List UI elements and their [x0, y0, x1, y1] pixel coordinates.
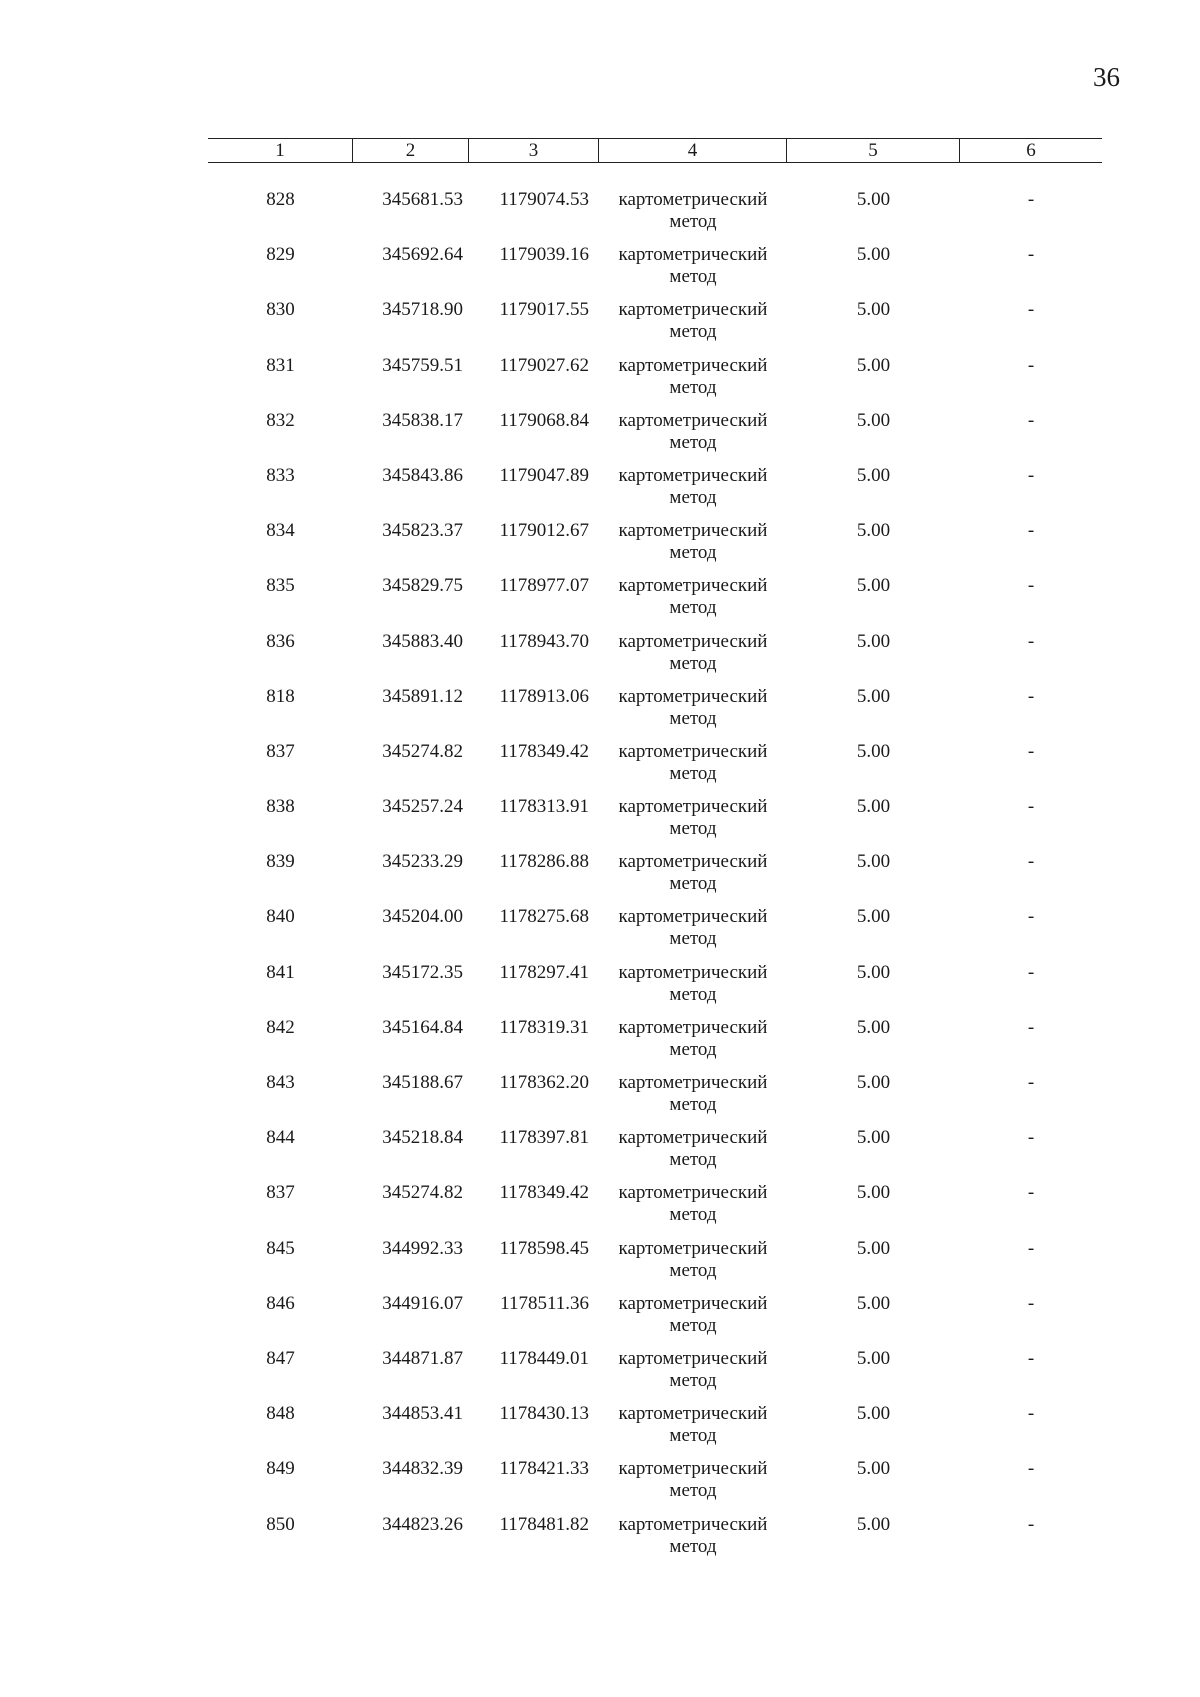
point-id-cell: 841	[266, 961, 295, 983]
note-cell: -	[1027, 1237, 1035, 1259]
point-id-cell: 831	[266, 354, 295, 376]
y-coordinate-cell: 1179027.62	[499, 354, 589, 376]
note-cell: -	[1027, 464, 1035, 486]
method-line-1: картометрический	[618, 1292, 768, 1314]
method-line-2: метод	[669, 652, 717, 674]
method-line-2: метод	[669, 762, 717, 784]
table-row	[208, 1514, 1102, 1569]
y-coordinate-cell: 1178449.01	[499, 1347, 589, 1369]
y-coordinate-cell: 1178913.06	[499, 685, 589, 707]
point-id-cell: 836	[266, 630, 295, 652]
accuracy-cell: 5.00	[856, 299, 891, 321]
method-cell	[599, 906, 787, 961]
point-id-cell: 846	[266, 1292, 295, 1314]
y-coordinate-cell: 1178286.88	[499, 851, 589, 873]
note-cell: -	[1027, 1458, 1035, 1480]
note-cell: -	[1027, 1347, 1035, 1369]
table-row	[208, 520, 1102, 575]
page-number: 36	[1093, 62, 1120, 92]
method-cell	[599, 1127, 787, 1182]
point-id-cell: 844	[266, 1127, 295, 1149]
x-coordinate-cell: 345692.64	[382, 244, 463, 266]
y-coordinate-cell: 1178421.33	[499, 1458, 589, 1480]
x-coordinate-cell: 345718.90	[382, 299, 463, 321]
method-line-1: картометрический	[618, 1347, 768, 1369]
table-row	[208, 1458, 1102, 1513]
y-coordinate-cell: 1178511.36	[500, 1292, 589, 1314]
y-coordinate-cell: 1178430.13	[499, 1403, 589, 1425]
method-cell	[599, 1072, 787, 1127]
table-row	[208, 906, 1102, 961]
x-coordinate-cell: 345164.84	[382, 1016, 463, 1038]
point-id-cell: 838	[266, 796, 295, 818]
table-row	[208, 851, 1102, 906]
point-id-cell: 833	[266, 464, 295, 486]
x-coordinate-cell: 345838.17	[382, 409, 463, 431]
accuracy-cell: 5.00	[856, 740, 891, 762]
method-line-2: метод	[669, 1204, 717, 1226]
note-cell: -	[1027, 1072, 1035, 1093]
method-line-1: картометрический	[618, 796, 768, 818]
y-coordinate-cell: 1178943.70	[499, 630, 589, 652]
x-coordinate-cell: 345257.24	[382, 796, 463, 818]
accuracy-cell: 5.00	[856, 1513, 891, 1535]
x-coordinate-cell: 345891.12	[382, 685, 463, 707]
method-cell	[599, 244, 787, 299]
point-id-cell: 835	[266, 575, 295, 597]
method-cell	[599, 465, 787, 520]
note-cell: -	[1027, 354, 1035, 376]
table-row	[208, 1182, 1102, 1237]
method-line-1: картометрический	[618, 851, 768, 873]
table-row	[208, 244, 1102, 299]
note-cell: -	[1027, 740, 1035, 762]
table-row	[208, 1072, 1102, 1127]
accuracy-cell: 5.00	[856, 851, 891, 873]
note-cell: -	[1027, 685, 1035, 707]
x-coordinate-cell: 344832.39	[382, 1458, 463, 1480]
method-line-1: картометрический	[618, 961, 768, 983]
note-cell: -	[1027, 630, 1035, 652]
accuracy-cell: 5.00	[856, 354, 891, 376]
method-line-2: метод	[669, 211, 717, 232]
y-coordinate-cell: 1179074.53	[499, 189, 589, 210]
column-header-5: 5	[787, 139, 960, 162]
method-line-2: метод	[669, 1425, 717, 1447]
method-cell	[599, 520, 787, 575]
y-coordinate-cell: 1179017.55	[499, 299, 589, 321]
x-coordinate-cell: 344871.87	[382, 1347, 463, 1369]
accuracy-cell: 5.00	[856, 464, 891, 486]
method-line-2: метод	[669, 266, 717, 288]
note-cell: -	[1027, 1513, 1035, 1535]
x-coordinate-cell: 345759.51	[382, 354, 463, 376]
note-cell: -	[1027, 1292, 1035, 1314]
table-body	[208, 189, 1102, 1569]
table-row	[208, 575, 1102, 630]
x-coordinate-cell: 345274.82	[382, 1182, 463, 1204]
method-line-1: картометрический	[618, 1182, 768, 1204]
method-line-2: метод	[669, 1314, 717, 1336]
y-coordinate-cell: 1178313.91	[499, 796, 589, 818]
table-row	[208, 1127, 1102, 1182]
method-line-1: картометрический	[618, 354, 768, 376]
method-line-2: метод	[669, 376, 717, 398]
accuracy-cell: 5.00	[856, 1072, 891, 1093]
point-id-cell: 849	[266, 1458, 295, 1480]
x-coordinate-cell: 345172.35	[382, 961, 463, 983]
y-coordinate-cell: 1178481.82	[499, 1513, 589, 1535]
table-row	[208, 796, 1102, 851]
method-line-1: картометрический	[618, 1072, 768, 1093]
x-coordinate-cell: 344992.33	[382, 1237, 463, 1259]
point-id-cell: 842	[266, 1016, 295, 1038]
point-id-cell: 837	[266, 740, 295, 762]
method-line-1: картометрический	[618, 520, 768, 542]
method-cell	[599, 962, 787, 1017]
note-cell: -	[1027, 851, 1035, 873]
note-cell: -	[1027, 1403, 1035, 1425]
point-id-cell: 829	[266, 244, 295, 266]
method-line-1: картометрический	[618, 1458, 768, 1480]
method-cell	[599, 796, 787, 851]
accuracy-cell: 5.00	[856, 1458, 891, 1480]
table-row	[208, 1348, 1102, 1403]
method-line-2: метод	[669, 1094, 717, 1115]
table-row	[208, 1017, 1102, 1072]
x-coordinate-cell: 345883.40	[382, 630, 463, 652]
point-id-cell: 839	[266, 851, 295, 873]
method-line-2: метод	[669, 321, 717, 343]
x-coordinate-cell: 345204.00	[382, 906, 463, 928]
note-cell: -	[1027, 961, 1035, 983]
method-line-2: метод	[669, 1038, 717, 1060]
table-row	[208, 631, 1102, 686]
x-coordinate-cell: 345274.82	[382, 740, 463, 762]
method-line-2: метод	[669, 1259, 717, 1281]
method-line-2: метод	[669, 1535, 717, 1557]
method-line-1: картометрический	[618, 1127, 768, 1149]
x-coordinate-cell: 345218.84	[382, 1127, 463, 1149]
note-cell: -	[1027, 1016, 1035, 1038]
y-coordinate-cell: 1178297.41	[499, 961, 589, 983]
table-row	[208, 1403, 1102, 1458]
accuracy-cell: 5.00	[856, 520, 891, 542]
x-coordinate-cell: 345843.86	[382, 464, 463, 486]
note-cell: -	[1027, 409, 1035, 431]
accuracy-cell: 5.00	[856, 1347, 891, 1369]
method-cell	[599, 1238, 787, 1293]
x-coordinate-cell: 345829.75	[382, 575, 463, 597]
point-id-cell: 832	[266, 409, 295, 431]
method-line-2: метод	[669, 1149, 717, 1171]
x-coordinate-cell: 345823.37	[382, 520, 463, 542]
method-line-1: картометрический	[618, 685, 768, 707]
y-coordinate-cell: 1179068.84	[499, 409, 589, 431]
method-line-1: картометрический	[618, 906, 768, 928]
note-cell: -	[1027, 189, 1035, 210]
table-row	[208, 1293, 1102, 1348]
method-cell	[599, 1293, 787, 1348]
y-coordinate-cell: 1178319.31	[499, 1016, 589, 1038]
accuracy-cell: 5.00	[856, 796, 891, 818]
method-cell	[599, 1514, 787, 1569]
accuracy-cell: 5.00	[856, 189, 891, 210]
accuracy-cell: 5.00	[856, 575, 891, 597]
note-cell: -	[1027, 1182, 1035, 1204]
point-id-cell: 840	[266, 906, 295, 928]
accuracy-cell: 5.00	[856, 409, 891, 431]
point-id-cell: 834	[266, 520, 295, 542]
table-row	[208, 189, 1102, 244]
point-id-cell: 850	[266, 1513, 295, 1535]
y-coordinate-cell: 1179047.89	[499, 464, 589, 486]
x-coordinate-cell: 344823.26	[382, 1513, 463, 1535]
x-coordinate-cell: 345188.67	[382, 1072, 463, 1093]
method-line-2: метод	[669, 983, 717, 1005]
point-id-cell: 847	[266, 1347, 295, 1369]
method-line-1: картометрический	[618, 189, 768, 210]
point-id-cell: 848	[266, 1403, 295, 1425]
note-cell: -	[1027, 520, 1035, 542]
method-line-2: метод	[669, 486, 717, 508]
method-line-1: картометрический	[618, 1016, 768, 1038]
column-header-2: 2	[353, 139, 469, 162]
method-cell	[599, 1182, 787, 1237]
y-coordinate-cell: 1178977.07	[499, 575, 589, 597]
method-cell	[599, 1017, 787, 1072]
y-coordinate-cell: 1178397.81	[499, 1127, 589, 1149]
accuracy-cell: 5.00	[856, 906, 891, 928]
table-row	[208, 299, 1102, 354]
column-header-1: 1	[208, 139, 353, 162]
point-id-cell: 843	[266, 1072, 295, 1093]
method-cell	[599, 355, 787, 410]
table-row	[208, 355, 1102, 410]
accuracy-cell: 5.00	[856, 630, 891, 652]
accuracy-cell: 5.00	[856, 1016, 891, 1038]
note-cell: -	[1027, 796, 1035, 818]
method-cell	[599, 631, 787, 686]
method-line-2: метод	[669, 707, 717, 729]
point-id-cell: 837	[266, 1182, 295, 1204]
accuracy-cell: 5.00	[856, 1127, 891, 1149]
accuracy-cell: 5.00	[856, 685, 891, 707]
method-line-2: метод	[669, 1480, 717, 1502]
accuracy-cell: 5.00	[856, 244, 891, 266]
x-coordinate-cell: 345681.53	[382, 189, 463, 210]
method-line-2: метод	[669, 873, 717, 895]
y-coordinate-cell: 1178275.68	[499, 906, 589, 928]
table-header	[208, 138, 1102, 163]
method-line-1: картометрический	[618, 1513, 768, 1535]
note-cell: -	[1027, 575, 1035, 597]
column-header-3: 3	[469, 139, 599, 162]
method-line-1: картометрический	[618, 1237, 768, 1259]
note-cell: -	[1027, 906, 1035, 928]
method-cell	[599, 1348, 787, 1403]
method-line-1: картометрический	[618, 575, 768, 597]
note-cell: -	[1027, 1127, 1035, 1149]
y-coordinate-cell: 1178349.42	[499, 1182, 589, 1204]
method-cell	[599, 575, 787, 630]
y-coordinate-cell: 1178349.42	[499, 740, 589, 762]
y-coordinate-cell: 1179012.67	[499, 520, 589, 542]
table-row	[208, 410, 1102, 465]
accuracy-cell: 5.00	[856, 1403, 891, 1425]
table-row	[208, 465, 1102, 520]
method-line-1: картометрический	[618, 740, 768, 762]
method-line-1: картометрический	[618, 299, 768, 321]
method-line-1: картометрический	[618, 630, 768, 652]
note-cell: -	[1027, 299, 1035, 321]
method-line-1: картометрический	[618, 1403, 768, 1425]
method-line-1: картометрический	[618, 464, 768, 486]
y-coordinate-cell: 1178598.45	[499, 1237, 589, 1259]
method-line-2: метод	[669, 818, 717, 840]
method-line-2: метод	[669, 597, 717, 619]
table-row	[208, 1238, 1102, 1293]
point-id-cell: 818	[266, 685, 295, 707]
method-cell	[599, 299, 787, 354]
point-id-cell: 845	[266, 1237, 295, 1259]
method-cell	[599, 686, 787, 741]
note-cell: -	[1027, 244, 1035, 266]
method-line-1: картометрический	[618, 409, 768, 431]
y-coordinate-cell: 1178362.20	[499, 1072, 589, 1093]
method-line-2: метод	[669, 1369, 717, 1391]
point-id-cell: 830	[266, 299, 295, 321]
x-coordinate-cell: 345233.29	[382, 851, 463, 873]
method-cell	[599, 741, 787, 796]
accuracy-cell: 5.00	[856, 1292, 891, 1314]
point-id-cell: 828	[266, 189, 295, 210]
column-header-4: 4	[599, 139, 787, 162]
method-line-2: метод	[669, 431, 717, 453]
accuracy-cell: 5.00	[856, 1182, 891, 1204]
method-line-1: картометрический	[618, 244, 768, 266]
table-row	[208, 962, 1102, 1017]
method-line-2: метод	[669, 542, 717, 564]
y-coordinate-cell: 1179039.16	[499, 244, 589, 266]
accuracy-cell: 5.00	[856, 1237, 891, 1259]
x-coordinate-cell: 344853.41	[382, 1403, 463, 1425]
accuracy-cell: 5.00	[856, 961, 891, 983]
table-row	[208, 741, 1102, 796]
method-cell	[599, 851, 787, 906]
method-line-2: метод	[669, 928, 717, 950]
table-row	[208, 686, 1102, 741]
method-cell	[599, 189, 787, 244]
column-header-6: 6	[1026, 140, 1036, 161]
method-cell	[599, 1458, 787, 1513]
method-cell	[599, 1403, 787, 1458]
method-cell	[599, 410, 787, 465]
x-coordinate-cell: 344916.07	[382, 1292, 463, 1314]
